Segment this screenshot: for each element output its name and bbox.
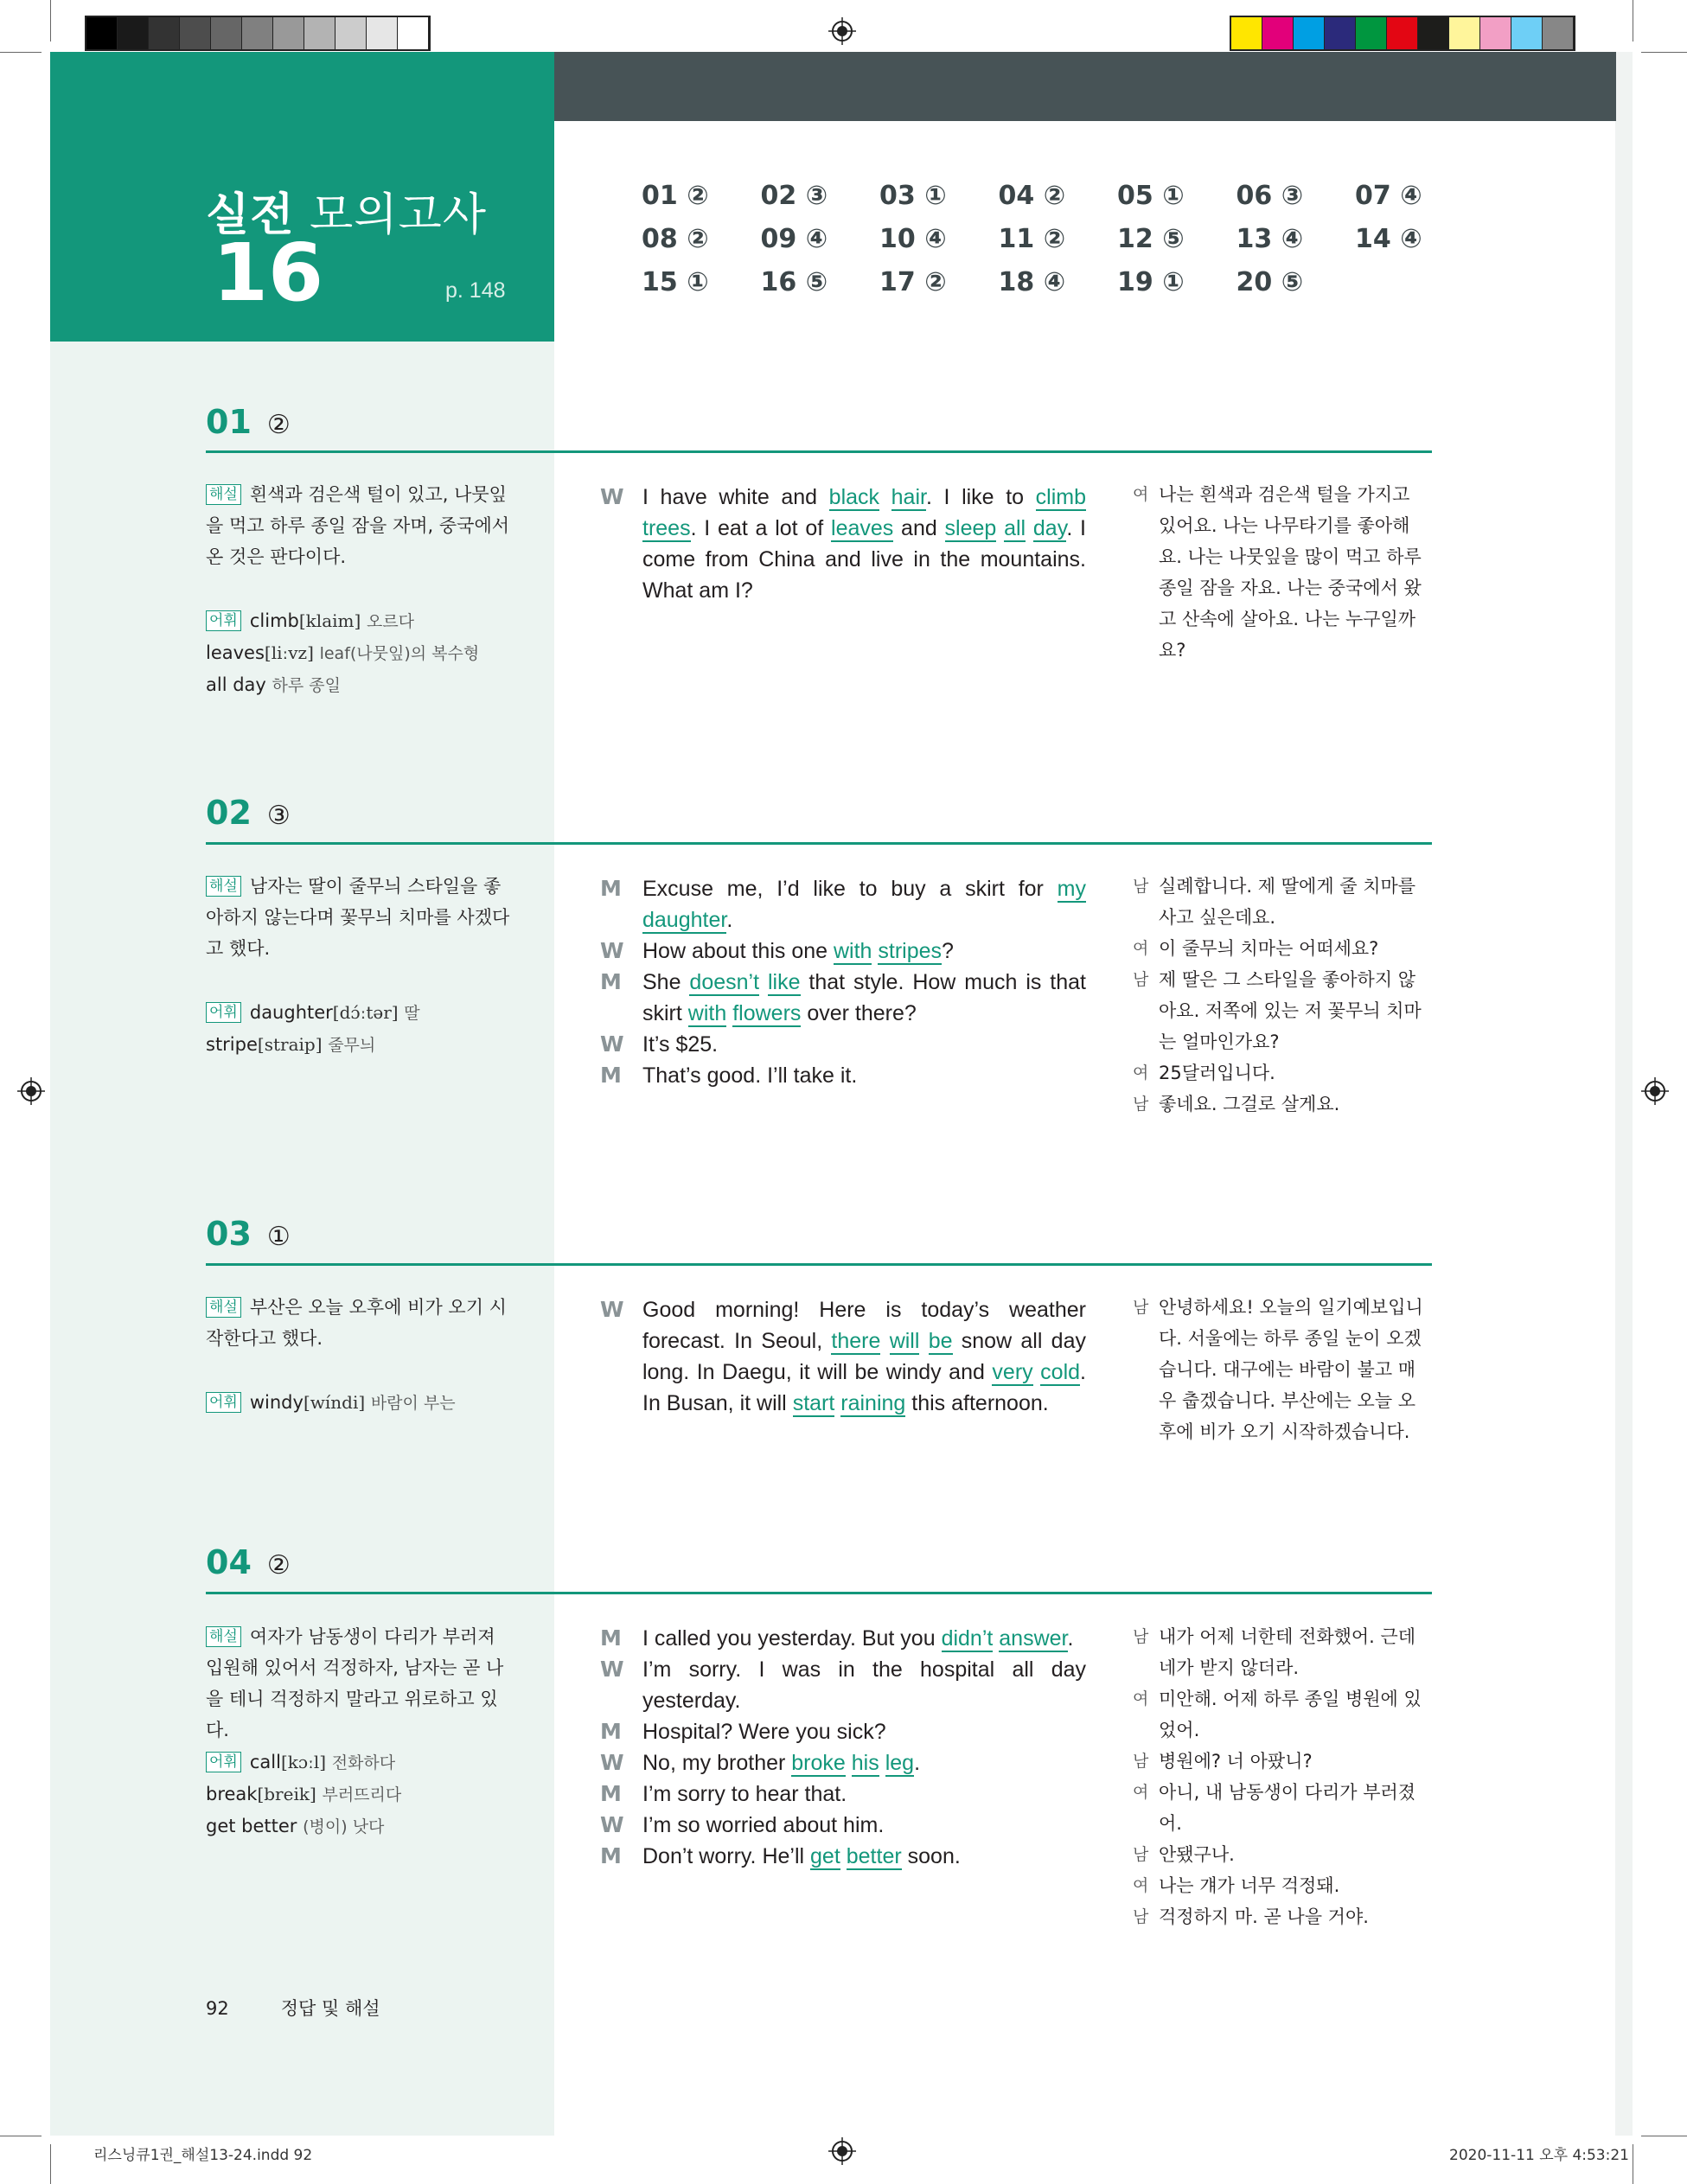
- explanation-tag: 해설: [206, 1297, 241, 1318]
- registration-mark-right: [1641, 1077, 1669, 1105]
- question-heading-01: 01 ②: [206, 403, 291, 441]
- color-swatch: [304, 17, 335, 49]
- section-divider: [206, 1263, 1432, 1266]
- test-number: 16: [213, 227, 324, 319]
- vocabulary-02: 어휘 daughter[dɔ́ːtər] 딸 stripe[straip] 줄무늬: [206, 1002, 420, 1055]
- color-swatch: [1325, 17, 1356, 49]
- vocabulary-04: 어휘 call[kɔːl] 전화하다 break[breik] 부러뜨리다 get better (병이) 낫다: [206, 1752, 402, 1836]
- dialog-line: W It’s $25.: [600, 1031, 719, 1057]
- explanation-tag: 해설: [206, 1626, 241, 1647]
- page-number: 92: [206, 1998, 229, 2019]
- color-swatch: [1231, 17, 1262, 49]
- test-title: 실전 모의고사: [206, 189, 487, 241]
- registration-mark-left: [17, 1077, 45, 1105]
- vocabulary-tag: 어휘: [206, 610, 241, 631]
- color-swatch: [1449, 17, 1480, 49]
- dialog-line: M She doesn’t like that style. How much is that skirt with flowers over there?: [600, 969, 1087, 1025]
- explanation-tag: 해설: [206, 876, 241, 897]
- answer-key-item: 18 ④: [998, 267, 1066, 297]
- dialog-line: W I’m so worried about him.: [600, 1812, 885, 1837]
- color-registration-bar: [1230, 16, 1575, 51]
- answer-key-item: 14 ④: [1355, 224, 1422, 254]
- translation-01: 여 나는 흰색과 검은색 털을 가지고 있어요. 나는 나무타기를 좋아해요. 나는 나뭇잎을 많이 먹고 하루 종일 잠을 자요. 나는 중국에서 왔고 산속에 살아요. 나는 누구일까요?: [1133, 484, 1422, 661]
- answer-key-item: 13 ④: [1236, 224, 1304, 254]
- color-swatch: [86, 17, 118, 49]
- color-swatch: [1356, 17, 1387, 49]
- dialog-04: [600, 1623, 1086, 1872]
- answer-key-item: 04 ②: [998, 181, 1066, 211]
- grayscale-bar: [85, 16, 431, 51]
- answer-key-item: 10 ④: [879, 224, 947, 254]
- file-slug: 리스닝큐1권_해설13-24.indd 92: [93, 2147, 313, 2164]
- dialog-02: [600, 873, 1086, 1091]
- color-swatch: [1262, 17, 1294, 49]
- answer-key-item: 16 ⑤: [760, 267, 828, 297]
- color-swatch: [335, 17, 367, 49]
- color-swatch: [1480, 17, 1511, 49]
- dialog-03: [600, 1294, 1086, 1419]
- color-swatch: [211, 17, 242, 49]
- dialog-line: W Good morning! Here is today’s weather forecast. In Seoul, there will be snow all day long. In Daegu, it will be windy and very cold. In Busan, it will start raining this afternoon.: [600, 1297, 1086, 1415]
- color-swatch: [1543, 17, 1574, 49]
- vocabulary-tag: 어휘: [206, 1392, 241, 1413]
- answer-key-item: 01 ②: [642, 181, 709, 211]
- color-swatch: [1511, 17, 1543, 49]
- answer-key-item: 15 ①: [642, 267, 709, 297]
- dialog-line: M That’s good. I’ll take it.: [600, 1063, 858, 1088]
- footer-label: 정답 및 해설: [280, 1998, 380, 2019]
- dialog-line: W No, my brother broke his leg.: [600, 1750, 921, 1775]
- answer-key-grid: [642, 181, 1474, 302]
- header-banner: [554, 52, 1616, 121]
- answer-key-item: 11 ②: [998, 224, 1066, 254]
- answer-key-item: 20 ⑤: [1236, 267, 1304, 297]
- explanation-01: 해설 흰색과 검은색 털이 있고, 나뭇잎을 먹고 하루 종일 잠을 자며, 중국에서 온 것은 판다이다.: [206, 484, 510, 567]
- color-swatch: [1387, 17, 1418, 49]
- page-reference: p. 148: [445, 278, 506, 303]
- dialog-01: [600, 482, 1086, 606]
- question-heading-02: 02 ③: [206, 794, 291, 832]
- question-heading-04: 04 ②: [206, 1543, 291, 1581]
- dialog-line: W How about this one with stripes?: [600, 938, 954, 963]
- crop-mark: [50, 2144, 51, 2184]
- answer-key-item: 07 ④: [1355, 181, 1422, 211]
- answer-key-item: 06 ③: [1236, 181, 1304, 211]
- section-divider: [206, 450, 1432, 453]
- translation-02: 남 실례합니다. 제 딸에게 줄 치마를 사고 싶은데요. 여 이 줄무늬 치마는 어떠세요? 남 제 딸은 그 스타일을 좋아하지 않아요. 저쪽에 있는 저 꽃무늬 치마는 얼마인가요? 여 25달러입니다. 남 좋네요. 그걸로 살게요.: [1133, 876, 1422, 1114]
- dialog-line: M I’m sorry to hear that.: [600, 1781, 847, 1806]
- explanation-04: 해설 여자가 남동생이 다리가 부러져 입원해 있어서 걱정하자, 남자는 곧 나을 테니 걱정하지 말라고 위로하고 있다.: [206, 1626, 504, 1740]
- answer-key-item: 09 ④: [760, 224, 828, 254]
- page-footer: [206, 1995, 380, 2021]
- color-swatch: [273, 17, 304, 49]
- color-swatch: [180, 17, 211, 49]
- dialog-line: M Don’t worry. He’ll get better soon.: [600, 1843, 961, 1868]
- dialog-line: M Excuse me, I’d like to buy a skirt for my daughter.: [600, 876, 1086, 932]
- section-divider: [206, 842, 1432, 845]
- dialog-line: M I called you yesterday. But you didn’t answer.: [600, 1625, 1074, 1651]
- color-swatch: [242, 17, 273, 49]
- answer-key-item: 02 ③: [760, 181, 828, 211]
- color-swatch: [367, 17, 398, 49]
- registration-mark-top: [828, 17, 856, 45]
- vocabulary-tag: 어휘: [206, 1002, 241, 1023]
- color-swatch: [398, 17, 429, 49]
- bleed-strip: [1615, 52, 1633, 2136]
- color-swatch: [118, 17, 149, 49]
- color-swatch: [149, 17, 180, 49]
- answer-key-item: 17 ②: [879, 267, 947, 297]
- answer-key-item: 08 ②: [642, 224, 709, 254]
- explanation-03: 해설 부산은 오늘 오후에 비가 오기 시작한다고 했다.: [206, 1297, 507, 1349]
- explanation-02: 해설 남자는 딸이 줄무늬 스타일을 좋아하지 않는다며 꽃무늬 치마를 사겠다고 했다.: [206, 876, 510, 959]
- answer-key-item: 05 ①: [1117, 181, 1185, 211]
- answer-key-item: 12 ⑤: [1117, 224, 1185, 254]
- translation-04: 남 내가 어제 너한테 전화했어. 근데 네가 받지 않더라. 여 미안해. 어제 하루 종일 병원에 있었어. 남 병원에? 너 아팠니? 여 아니, 내 남동생이 다리가 부러졌어. 남 안됐구나. 여 나는 걔가 너무 걱정돼. 남 걱정하지 마. 곧 나을 거야.: [1133, 1626, 1422, 1927]
- print-timestamp: 2020-11-11 오후 4:53:21: [1449, 2147, 1629, 2164]
- crop-mark: [0, 52, 42, 53]
- answer-key-item: 19 ①: [1117, 267, 1185, 297]
- registration-mark-bottom: [828, 2137, 856, 2165]
- vocabulary-03: 어휘 windy[wíndi] 바람이 부는: [206, 1387, 517, 1419]
- crop-mark: [1641, 52, 1687, 53]
- crop-mark: [50, 0, 51, 42]
- explanation-tag: 해설: [206, 484, 241, 505]
- dialog-line: W I’m sorry. I was in the hospital all day yesterday.: [600, 1657, 1086, 1713]
- dialog-line: M Hospital? Were you sick?: [600, 1719, 886, 1744]
- dialog-line: W I have white and black hair. I like to climb trees. I eat a lot of leaves and sleep all day. I come from China and live in the mountains. What am I?: [600, 484, 1087, 603]
- answer-key-item: 03 ①: [879, 181, 947, 211]
- vocabulary-tag: 어휘: [206, 1752, 241, 1772]
- translation-03: 남 안녕하세요! 오늘의 일기예보입니다. 서울에는 하루 종일 눈이 오겠습니다. 대구에는 바람이 불고 매우 춥겠습니다. 부산에는 오늘 오후에 비가 오기 시작하겠습니다.: [1133, 1297, 1423, 1442]
- vocabulary-01: 어휘 climb[klaim] 오르다 leaves[liːvz] leaf(나뭇잎)의 복수형 all day 하루 종일: [206, 610, 480, 695]
- section-divider: [206, 1592, 1432, 1594]
- color-swatch: [1418, 17, 1449, 49]
- question-heading-03: 03 ①: [206, 1215, 291, 1253]
- color-swatch: [1294, 17, 1325, 49]
